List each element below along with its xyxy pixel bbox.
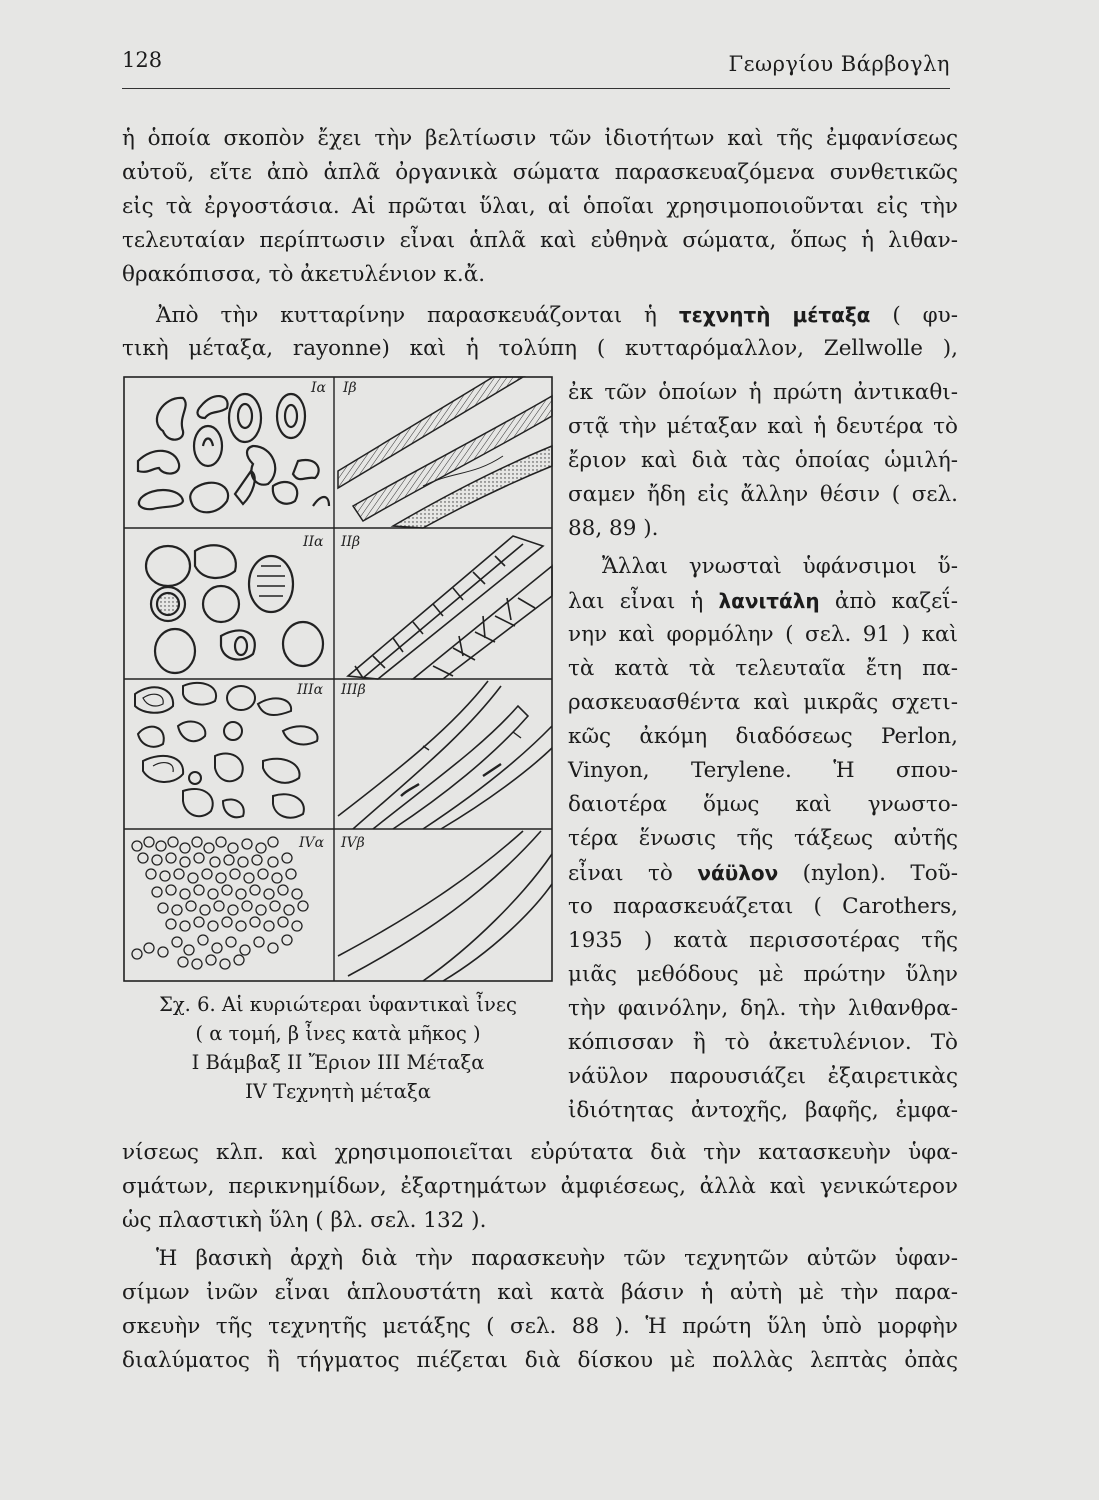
bold-term-artificial-silk: τεχνητὴ μέταξα: [678, 303, 871, 327]
figure-caption-line: Σχ. 6. Αἱ κυριώτεραι ὑφαντικαὶ ἶνες: [159, 993, 517, 1016]
figure-caption-line: ( α τομή, β ἶνες κατὰ μῆκος ): [195, 1022, 481, 1045]
text-line: νην καὶ φορμόλην ( σελ. 91 ) καὶ: [568, 622, 958, 647]
text-line: τέρα ἕνωσις τῆς τάξεως αὐτῆς: [568, 826, 958, 851]
text-run: ( φυ-: [892, 303, 958, 328]
bold-term-lanital: λανιτάλη: [718, 589, 820, 613]
artificial-silk-longitudinal: [338, 831, 552, 981]
panel-label-Ib: Iβ: [343, 380, 357, 396]
wool-cross-sections: [146, 545, 323, 673]
text-line: Vinyon, Terylene. Ἡ σπου-: [568, 758, 958, 783]
text-line: σίμων ἰνῶν εἶναι ἁπλουστάτη καὶ κατὰ βάσιν ἡ αὐτὴ μὲ τὴν παρα-: [122, 1280, 958, 1305]
text-line: ρασκευασθέντα καὶ μικρᾶς σχετι-: [568, 690, 958, 715]
wool-longitudinal: [348, 536, 552, 679]
text-line: νάϋλον παρουσιάζει ἐξαιρετικὰς: [568, 1064, 958, 1089]
cotton-cross-sections: [138, 394, 329, 512]
text-line: κόπισσαν ἢ τὸ ἀκετυλένιον. Τὸ: [568, 1030, 958, 1055]
text-line: [156, 298, 958, 332]
text-line: Ἡ βασικὴ ἀρχὴ διὰ τὴν παρασκευὴν τῶν τεχνητῶν αὐτῶν ὑφαν-: [156, 1246, 958, 1271]
cotton-longitudinal: [338, 377, 552, 528]
page-number: 128: [122, 48, 163, 72]
bold-term-nylon: νάϋλον: [697, 861, 779, 885]
panel-label-IVa: IVα: [299, 835, 325, 851]
text-line: [568, 856, 958, 890]
panel-label-IIa: IIα: [303, 534, 324, 550]
text-run: (nylon). Τοῦ-: [802, 861, 959, 886]
text-line: σμάτων, περικνημίδων, ἐξαρτημάτων ἀμφιέσεως, ἀλλὰ καὶ γενικώτερον: [122, 1174, 958, 1199]
text-line: ἔριον καὶ διὰ τὰς ὁποίας ὡμιλή-: [568, 448, 958, 473]
text-line: κῶς ἀκόμη διαδόσεως Perlon,: [568, 724, 958, 749]
text-run: λαι εἶναι ἡ: [568, 589, 704, 614]
text-line: δαιοτέρα ὅμως καὶ γνωστο-: [568, 792, 958, 817]
panel-label-IIIa: IIIα: [297, 682, 324, 698]
text-run: εἶναι τὸ: [568, 861, 673, 886]
text-line: σαμεν ἤδη εἰς ἄλλην θέσιν ( σελ.: [568, 482, 958, 507]
panel-label-IIIb: IIIβ: [341, 682, 366, 698]
text-line: ἐκ τῶν ὁποίων ἡ πρώτη ἀντικαθι-: [568, 380, 958, 405]
text-line: [568, 584, 958, 618]
silk-cross-sections: [135, 683, 318, 818]
text-run: Ἀπὸ τὴν κυτταρίνην παρασκευάζονται ἡ: [156, 303, 657, 328]
text-line: ἡ ὁποία σκοπὸν ἔχει τὴν βελτίωσιν τῶν ἰδιοτήτων καὶ τῆς ἐμφανίσεως: [122, 126, 958, 151]
panel-label-Ia: Iα: [311, 380, 326, 396]
text-line: εἰς τὰ ἐργοστάσια. Αἱ πρῶται ὕλαι, αἱ ὁποῖαι χρησιμοποιοῦνται εἰς τὴν: [122, 194, 958, 219]
text-line: τὴν φαινόλην, δηλ. τὴν λιθανθρα-: [568, 996, 958, 1021]
figure-caption-line: IV Τεχνητὴ μέταξα: [245, 1080, 431, 1103]
text-line: ὡς πλαστικὴ ὕλη ( βλ. σελ. 132 ).: [122, 1208, 487, 1233]
page-header: [122, 48, 950, 89]
text-line: 88, 89 ).: [568, 516, 659, 541]
fiber-cross-section-figure: [123, 376, 553, 982]
figure-caption-line: I Βάμβαξ II Ἔριον III Μέταξα: [191, 1051, 485, 1074]
text-run: ἀπὸ καζεΐ-: [834, 589, 958, 614]
artificial-silk-cross-sections: [132, 837, 308, 969]
text-line: διαλύματος ἢ τήγματος πιέζεται διὰ δίσκου μὲ πολλὰς λεπτὰς ὀπὰς: [122, 1348, 958, 1373]
text-line: αὐτοῦ, εἴτε ἀπὸ ἁπλᾶ ὀργανικὰ σώματα παρασκευαζόμενα συνθετικῶς: [122, 160, 958, 185]
text-line: νίσεως κλπ. καὶ χρησιμοποιεῖται εὐρύτατα διὰ τὴν κατασκευὴν ὑφα-: [122, 1140, 958, 1165]
running-head: Γεωργίου Βάρβογλη: [728, 52, 950, 76]
text-line: τὰ κατὰ τὰ τελευταῖα ἔτη πα-: [568, 656, 958, 681]
text-line: στᾷ τὴν μέταξαν καὶ ἡ δευτέρα τὸ: [568, 414, 958, 439]
text-line: Ἄλλαι γνωσταὶ ὑφάνσιμοι ὕ-: [602, 554, 958, 579]
text-line: θρακόπισσα, τὸ ἀκετυλένιον κ.ἄ.: [122, 262, 486, 287]
text-line: σκευὴν τῆς τεχνητῆς μετάξης ( σελ. 88 ). Ἡ πρώτη ὕλη ὑπὸ μορφὴν: [122, 1314, 958, 1339]
panel-label-IIb: IIβ: [341, 534, 361, 550]
text-line: μιᾶς μεθόδους μὲ πρώτην ὕλην: [568, 962, 958, 987]
text-line: τικὴ μέταξα, rayonne) καὶ ἡ τολύπη ( κυτταρόμαλλον, Zellwolle ),: [122, 336, 958, 361]
text-line: τελευταίαν περίπτωσιν εἶναι ἁπλᾶ καὶ εὐθηνὰ σώματα, ὅπως ἡ λιθαν-: [122, 228, 958, 253]
text-line: 1935 ) κατὰ περισσοτέρας τῆς: [568, 928, 958, 953]
panel-label-IVb: IVβ: [341, 835, 365, 851]
text-line: ἰδιότητας ἀντοχῆς, βαφῆς, ἐμφα-: [568, 1098, 958, 1123]
text-line: το παρασκευάζεται ( Carothers,: [568, 894, 958, 919]
silk-longitudinal: [338, 681, 552, 829]
